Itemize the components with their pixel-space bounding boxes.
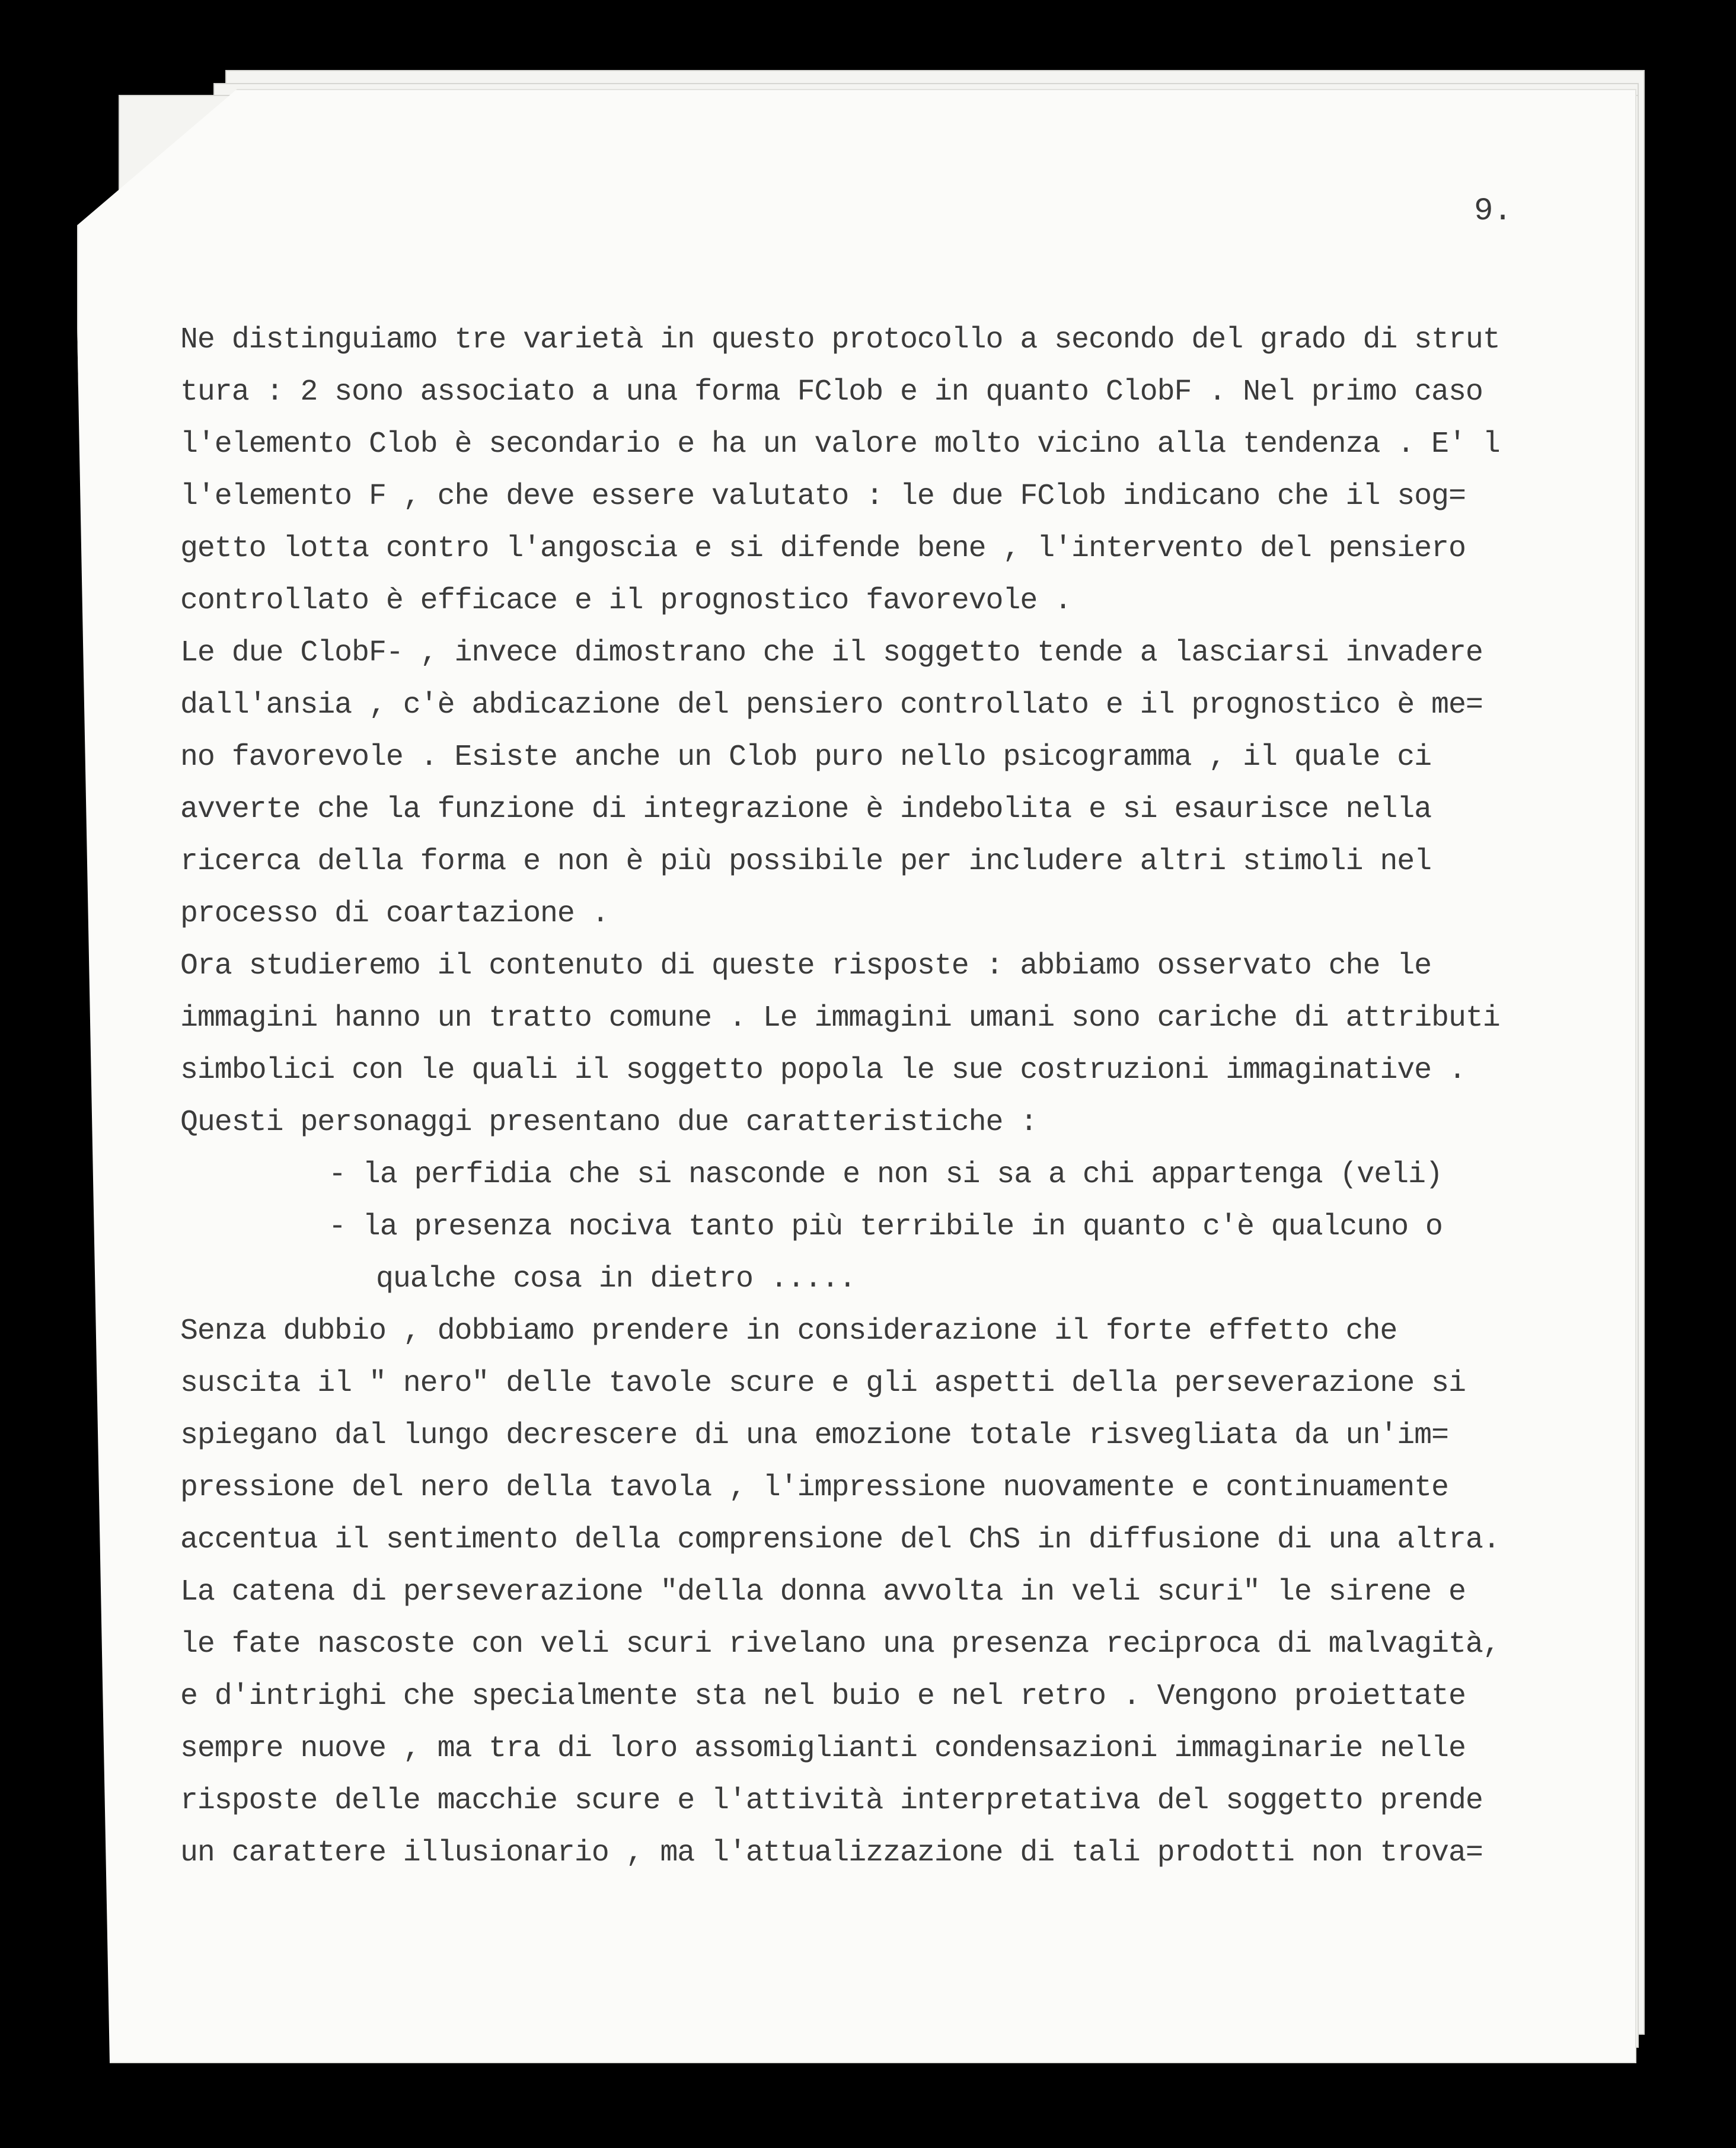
- text-line: dall'ansia , c'è abdicazione del pensiero controllato e il prognostico è me=: [180, 688, 1483, 722]
- text-line: immagini hanno un tratto comune . Le immagini umani sono cariche di attributi: [180, 1001, 1500, 1035]
- text-line: sempre nuove , ma tra di loro assomiglianti condensazioni immaginarie nelle: [180, 1732, 1466, 1766]
- text-line: l'elemento Clob è secondario e ha un valore molto vicino alla tendenza . E' l: [180, 427, 1500, 461]
- text-line: qualche cosa in dietro .....: [376, 1262, 856, 1296]
- text-line: e d'intrighi che specialmente sta nel buio e nel retro . Vengono proiettate: [180, 1680, 1466, 1713]
- list-item: - la presenza nociva tanto più terribile in quanto c'è qualcuno o: [328, 1210, 1443, 1244]
- list-item: - la perfidia che si nasconde e non si sa a chi appartenga (veli): [328, 1158, 1443, 1192]
- text-line: le fate nascoste con veli scuri rivelano una presenza reciproca di malvagità,: [180, 1627, 1500, 1661]
- text-line: ricerca della forma e non è più possibile per includere altri stimoli nel: [180, 845, 1432, 879]
- text-line: controllato è efficace e il prognostico favorevole .: [180, 584, 1072, 618]
- page-number: 9.: [1474, 193, 1512, 229]
- text-line: Senza dubbio , dobbiamo prendere in considerazione il forte effetto che: [180, 1314, 1397, 1348]
- text-line: spiegano dal lungo decrescere di una emozione totale risvegliata da un'im=: [180, 1419, 1448, 1453]
- binder-clip: [1067, 0, 1186, 36]
- text-line: tura : 2 sono associato a una forma FClob e in quanto ClobF . Nel primo caso: [180, 375, 1483, 409]
- text-line: pressione del nero della tavola , l'impressione nuovamente e continuamente: [180, 1471, 1448, 1505]
- text-line: l'elemento F , che deve essere valutato : le due FClob indicano che il sog=: [180, 480, 1466, 513]
- text-line: suscita il " nero" delle tavole scure e gli aspetti della perseverazione si: [180, 1367, 1466, 1400]
- text-line: Ne distinguiamo tre varietà in questo protocollo a secondo del grado di strut: [180, 323, 1500, 357]
- text-line: Le due ClobF- , invece dimostrano che il soggetto tende a lasciarsi invadere: [180, 636, 1483, 670]
- text-line: Ora studieremo il contenuto di queste risposte : abbiamo osservato che le: [180, 949, 1432, 983]
- text-line: risposte delle macchie scure e l'attività interpretativa del soggetto prende: [180, 1784, 1483, 1818]
- text-line: Questi personaggi presentano due caratteristiche :: [180, 1106, 1038, 1140]
- text-line: processo di coartazione .: [180, 897, 609, 931]
- text-line: La catena di perseverazione "della donna avvolta in veli scuri" le sirene e: [180, 1575, 1466, 1609]
- text-line: accentua il sentimento della comprensione del ChS in diffusione di una altra.: [180, 1523, 1500, 1557]
- text-line: no favorevole . Esiste anche un Clob puro nello psicogramma , il quale ci: [180, 741, 1432, 774]
- body-text: [180, 314, 1621, 1879]
- text-line: avverte che la funzione di integrazione è indebolita e si esaurisce nella: [180, 793, 1432, 826]
- text-line: un carattere illusionario , ma l'attualizzazione di tali prodotti non trova=: [180, 1836, 1483, 1870]
- text-line: getto lotta contro l'angoscia e si difende bene , l'intervento del pensiero: [180, 532, 1466, 566]
- text-line: simbolici con le quali il soggetto popola le sue costruzioni immaginative .: [180, 1054, 1466, 1087]
